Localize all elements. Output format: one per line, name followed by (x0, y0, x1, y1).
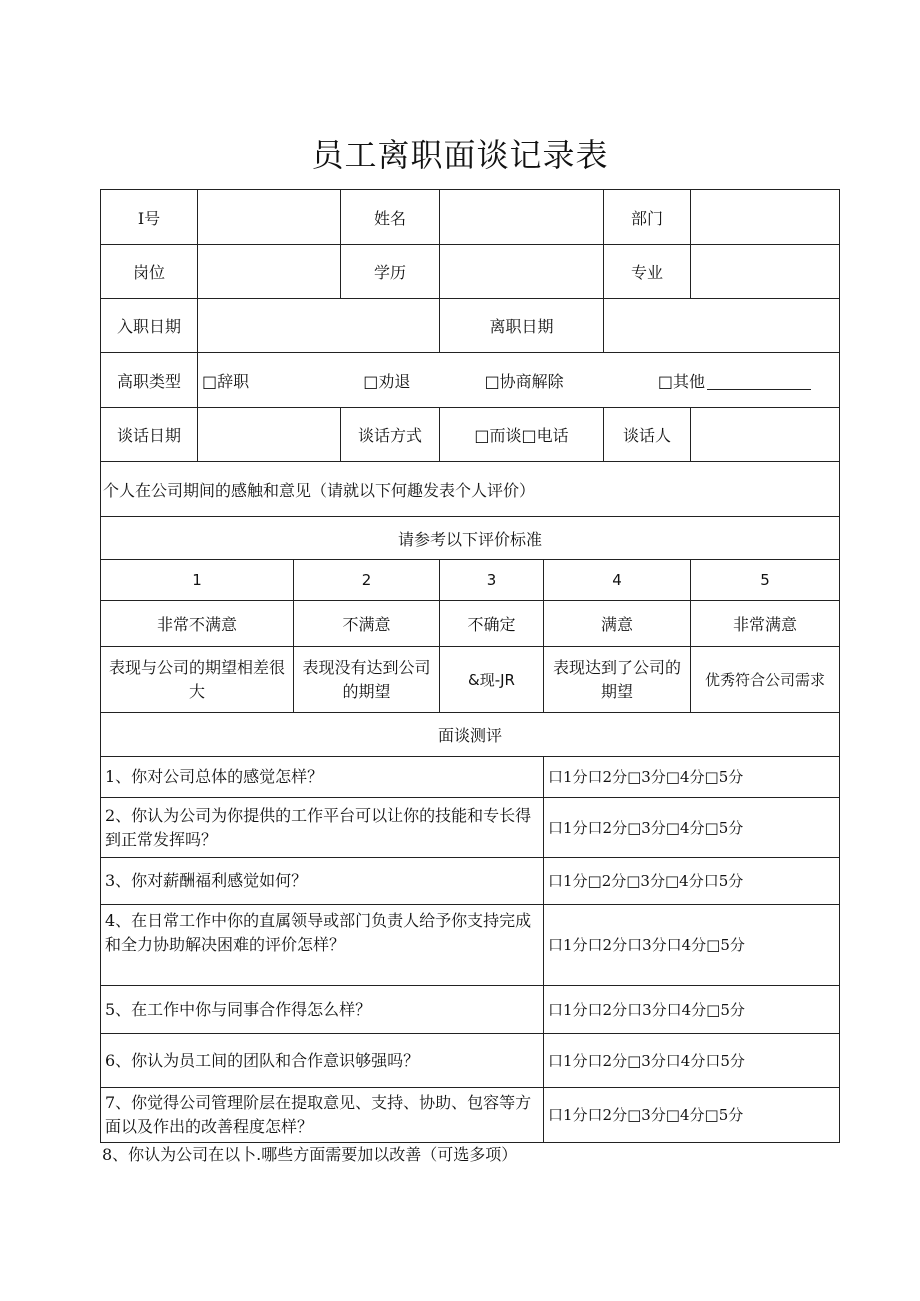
question-text: 4、在日常工作中你的直属领导或部门负责人给予你支持完成和全力协助解决困难的评价怎样？ (101, 905, 544, 986)
question-row (101, 1034, 840, 1088)
scale-level: 不满意 (294, 601, 440, 647)
question-row (101, 858, 840, 905)
info-row-3 (101, 299, 840, 353)
evaluation-header-row (101, 713, 840, 757)
interviewer-label: 谈话人 (604, 408, 691, 462)
leave-type-options (198, 353, 840, 408)
hire-date-field[interactable] (198, 299, 440, 353)
dept-label: 部门 (604, 190, 691, 245)
scale-number: 2 (294, 560, 440, 601)
id-label: I号 (101, 190, 198, 245)
question-score[interactable]: 口1分口2分□3分□4分□5分 (544, 798, 840, 858)
scale-header: 请参考以下评价标准 (101, 517, 840, 560)
id-field[interactable] (198, 190, 341, 245)
scale-description: 表现达到了公司的期望 (544, 647, 691, 713)
education-field[interactable] (440, 245, 604, 299)
question-row (101, 1088, 840, 1143)
question-row (101, 905, 840, 986)
education-label: 学历 (341, 245, 440, 299)
scale-level: 非常满意 (691, 601, 840, 647)
improvement-question: 8、你认为公司在以卜.哪些方面需要加以改善（可选多项） (102, 1145, 518, 1164)
name-label: 姓名 (341, 190, 440, 245)
info-row-1 (101, 190, 840, 245)
question-text: 5、在工作中你与同事合作得怎么样？ (101, 986, 544, 1034)
option-other-group (658, 369, 811, 392)
question-score[interactable]: 口1分口2分口3分口4分□5分 (544, 986, 840, 1034)
opinion-header: 个人在公司期间的感触和意见（请就以下何趣发表个人评价） (101, 462, 840, 517)
scale-header-row (101, 517, 840, 560)
talk-date-label: 谈话日期 (101, 408, 198, 462)
major-label: 专业 (604, 245, 691, 299)
major-field[interactable] (691, 245, 840, 299)
question-text: 2、你认为公司为你提供的工作平台可以让你的技能和专长得到正常发挥吗？ (101, 798, 544, 858)
talk-method-options[interactable]: □而谈□电话 (440, 408, 604, 462)
info-row-5 (101, 408, 840, 462)
scale-number: 1 (101, 560, 294, 601)
scale-description-row (101, 647, 840, 713)
page-title: 员工离职面谈记录表 (311, 136, 609, 174)
question-score[interactable]: 口1分口2分□3分□4分□5分 (544, 1088, 840, 1143)
question-row (101, 798, 840, 858)
scale-description: &现-JR (440, 647, 544, 713)
scale-number: 5 (691, 560, 840, 601)
question-text: 6、你认为员工间的团队和合作意识够强吗？ (101, 1034, 544, 1088)
leave-type-label: 高职类型 (101, 353, 198, 408)
position-label: 岗位 (101, 245, 198, 299)
scale-description: 表现没有达到公司的期望 (294, 647, 440, 713)
option-resign[interactable]: □辞职 (202, 371, 250, 391)
interviewer-field[interactable] (691, 408, 840, 462)
scale-level: 非常不满意 (101, 601, 294, 647)
talk-date-field[interactable] (198, 408, 341, 462)
scale-number: 4 (544, 560, 691, 601)
option-mutual[interactable]: □协商解除 (484, 371, 564, 391)
name-field[interactable] (440, 190, 604, 245)
exit-interview-form (100, 189, 840, 1143)
scale-number-row (101, 560, 840, 601)
info-row-4 (101, 353, 840, 408)
scale-level: 不确定 (440, 601, 544, 647)
option-other[interactable]: □其他 (657, 371, 705, 391)
question-row (101, 986, 840, 1034)
evaluation-header: 面谈测评 (101, 713, 840, 757)
question-text: 7、你觉得公司管理阶层在提取意见、支持、协助、包容等方面以及作出的改善程度怎样？ (101, 1088, 544, 1143)
scale-level: 满意 (544, 601, 691, 647)
hire-date-label: 入职日期 (101, 299, 198, 353)
question-row (101, 757, 840, 798)
scale-description: 优秀符合公司需求 (691, 647, 840, 713)
opinion-row (101, 462, 840, 517)
question-score[interactable]: 口1分口2分□3分口4分口5分 (544, 1034, 840, 1088)
question-text: 1、你对公司总体的感觉怎样？ (101, 757, 544, 798)
scale-description: 表现与公司的期望相差很大 (101, 647, 294, 713)
other-blank[interactable] (707, 375, 811, 390)
dept-field[interactable] (691, 190, 840, 245)
option-dismissed[interactable]: □劝退 (363, 371, 411, 391)
question-text: 3、你对薪酬福利感觉如何？ (101, 858, 544, 905)
question-score[interactable]: 口1分口2分口3分口4分□5分 (544, 905, 840, 986)
question-score[interactable]: 口1分□2分□3分□4分口5分 (544, 858, 840, 905)
scale-level-row (101, 601, 840, 647)
info-row-2 (101, 245, 840, 299)
question-score[interactable]: 口1分口2分□3分□4分□5分 (544, 757, 840, 798)
leave-date-field[interactable] (604, 299, 840, 353)
talk-method-label: 谈话方式 (341, 408, 440, 462)
position-field[interactable] (198, 245, 341, 299)
leave-date-label: 离职日期 (440, 299, 604, 353)
scale-number: 3 (440, 560, 544, 601)
